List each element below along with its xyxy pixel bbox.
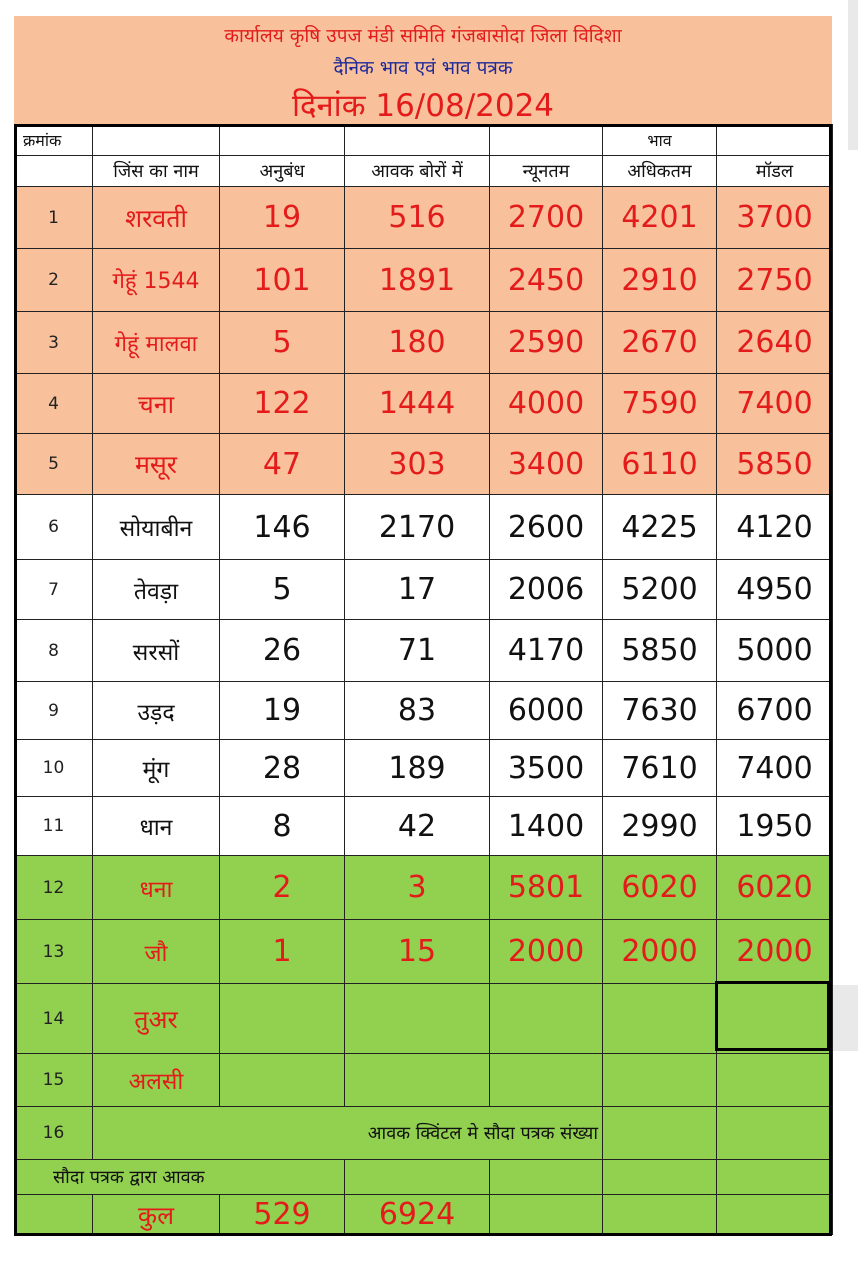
arrival-cell: 42	[345, 797, 490, 856]
max-cell: 5850	[603, 620, 717, 682]
serial-cell: 14	[15, 984, 93, 1054]
blank-cell	[717, 1054, 833, 1107]
arrival-cell: 15	[345, 920, 490, 984]
contract-cell: 146	[220, 495, 345, 560]
table-row	[15, 682, 833, 740]
modal-cell: 3700	[717, 187, 833, 249]
modal-cell: 5850	[717, 434, 833, 495]
min-cell: 2006	[490, 560, 603, 620]
table-row	[15, 1107, 833, 1160]
sheet-header	[14, 16, 832, 124]
table-row	[15, 984, 833, 1054]
serial-cell: 11	[15, 797, 93, 856]
serial-cell: 15	[15, 1054, 93, 1107]
modal-cell: 7400	[717, 740, 833, 797]
max-cell: 6020	[603, 856, 717, 920]
commodity-cell: मसूर	[93, 434, 220, 495]
table-row	[15, 249, 833, 312]
table-row	[15, 1160, 833, 1195]
commodity-cell: अलसी	[93, 1054, 220, 1107]
blank-cell	[717, 1160, 833, 1195]
blank-cell	[490, 125, 603, 156]
modal-cell: 4120	[717, 495, 833, 560]
max-cell: 6110	[603, 434, 717, 495]
arrival-cell: 180	[345, 312, 490, 374]
table-row	[15, 920, 833, 984]
blank-cell	[717, 1195, 833, 1235]
blank-cell	[490, 984, 603, 1054]
office-title: कार्यालय कृषि उपज मंडी समिति गंजबासोदा जिला विदिशा	[224, 25, 622, 47]
table-row	[15, 797, 833, 856]
commodity-cell: सरसों	[93, 620, 220, 682]
contract-cell: 101	[220, 249, 345, 312]
row16-label: आवक क्विंटल मे सौदा पत्रक संख्या	[93, 1107, 603, 1160]
serial-cell: 7	[15, 560, 93, 620]
modal-cell: 7400	[717, 374, 833, 434]
commodity-cell: गेहूं 1544	[93, 249, 220, 312]
max-cell: 4201	[603, 187, 717, 249]
blank-cell	[15, 156, 93, 187]
blank-cell	[490, 1160, 603, 1195]
min-cell: 3400	[490, 434, 603, 495]
blank-cell	[490, 1195, 603, 1235]
serial-cell: 2	[15, 249, 93, 312]
rate-sheet	[14, 16, 832, 1232]
min-cell: 2700	[490, 187, 603, 249]
table-row	[15, 374, 833, 434]
col-commodity: जिंस का नाम	[93, 156, 220, 187]
arrival-cell: 71	[345, 620, 490, 682]
selected-cell-highlight[interactable]	[715, 981, 830, 1051]
modal-cell: 5000	[717, 620, 833, 682]
modal-cell: 4950	[717, 560, 833, 620]
serial-cell: 16	[15, 1107, 93, 1160]
serial-cell: 10	[15, 740, 93, 797]
contract-cell: 19	[220, 682, 345, 740]
min-cell: 2000	[490, 920, 603, 984]
blank-cell	[603, 1160, 717, 1195]
max-cell: 2000	[603, 920, 717, 984]
total-row	[15, 1195, 833, 1235]
max-cell: 2990	[603, 797, 717, 856]
col-arrival-bags: आवक बोरों में	[345, 156, 490, 187]
arrival-cell: 83	[345, 682, 490, 740]
arrival-cell: 189	[345, 740, 490, 797]
arrival-cell: 2170	[345, 495, 490, 560]
footer-label: सौदा पत्रक द्वारा आवक	[15, 1160, 345, 1195]
arrival-cell: 17	[345, 560, 490, 620]
blank-cell	[490, 1054, 603, 1107]
max-cell: 7590	[603, 374, 717, 434]
blank-cell	[345, 1160, 490, 1195]
commodity-cell: शरवती	[93, 187, 220, 249]
contract-cell: 122	[220, 374, 345, 434]
contract-cell: 8	[220, 797, 345, 856]
modal-cell: 2640	[717, 312, 833, 374]
blank-cell	[603, 984, 717, 1054]
header-row	[15, 125, 833, 156]
max-cell: 2670	[603, 312, 717, 374]
serial-cell: 12	[15, 856, 93, 920]
serial-cell: 4	[15, 374, 93, 434]
sheet-date: दिनांक 16/08/2024	[291, 88, 555, 124]
commodity-cell: धान	[93, 797, 220, 856]
min-cell: 3500	[490, 740, 603, 797]
table-row	[15, 560, 833, 620]
contract-cell: 5	[220, 560, 345, 620]
blank-cell	[220, 984, 345, 1054]
min-cell: 1400	[490, 797, 603, 856]
blank-cell	[603, 1107, 717, 1160]
min-cell: 4170	[490, 620, 603, 682]
max-cell: 5200	[603, 560, 717, 620]
table-row	[15, 740, 833, 797]
table-row	[15, 495, 833, 560]
commodity-cell: चना	[93, 374, 220, 434]
blank-cell	[220, 1054, 345, 1107]
table-row	[15, 187, 833, 249]
modal-cell: 6700	[717, 682, 833, 740]
contract-cell: 47	[220, 434, 345, 495]
max-cell: 7610	[603, 740, 717, 797]
arrival-cell: 516	[345, 187, 490, 249]
edge-strip	[848, 0, 858, 150]
arrival-cell: 3	[345, 856, 490, 920]
total-contract: 529	[220, 1195, 345, 1235]
arrival-cell: 1891	[345, 249, 490, 312]
contract-cell: 19	[220, 187, 345, 249]
blank-cell	[345, 1054, 490, 1107]
sheet-subtitle: दैनिक भाव एवं भाव पत्रक	[333, 57, 513, 79]
min-cell: 2590	[490, 312, 603, 374]
total-arrival: 6924	[345, 1195, 490, 1235]
edge-strip	[832, 985, 858, 1051]
serial-cell: 13	[15, 920, 93, 984]
modal-cell: 2750	[717, 249, 833, 312]
total-label: कुल	[93, 1195, 220, 1235]
blank-cell	[345, 125, 490, 156]
table-row	[15, 312, 833, 374]
col-contract: अनुबंध	[220, 156, 345, 187]
commodity-cell: सोयाबीन	[93, 495, 220, 560]
contract-cell: 2	[220, 856, 345, 920]
blank-cell	[15, 1195, 93, 1235]
header-row	[15, 156, 833, 187]
arrival-cell: 303	[345, 434, 490, 495]
blank-cell	[220, 125, 345, 156]
modal-cell: 2000	[717, 920, 833, 984]
serial-cell: 6	[15, 495, 93, 560]
table-row	[15, 434, 833, 495]
min-cell: 5801	[490, 856, 603, 920]
serial-cell: 5	[15, 434, 93, 495]
table-row	[15, 620, 833, 682]
commodity-cell: जौ	[93, 920, 220, 984]
modal-cell: 6020	[717, 856, 833, 920]
min-cell: 2450	[490, 249, 603, 312]
commodity-cell: धना	[93, 856, 220, 920]
contract-cell: 28	[220, 740, 345, 797]
modal-cell: 1950	[717, 797, 833, 856]
contract-cell: 26	[220, 620, 345, 682]
blank-cell	[603, 1054, 717, 1107]
commodity-cell: उड़द	[93, 682, 220, 740]
max-cell: 7630	[603, 682, 717, 740]
min-cell: 6000	[490, 682, 603, 740]
col-max: अधिकतम	[603, 156, 717, 187]
blank-cell	[93, 125, 220, 156]
price-table	[14, 124, 833, 1235]
contract-cell: 5	[220, 312, 345, 374]
min-cell: 4000	[490, 374, 603, 434]
max-cell: 4225	[603, 495, 717, 560]
blank-cell	[717, 125, 833, 156]
col-serial: क्रमांक	[15, 125, 93, 156]
serial-cell: 8	[15, 620, 93, 682]
min-cell: 2600	[490, 495, 603, 560]
col-min: न्यूनतम	[490, 156, 603, 187]
col-price-group: भाव	[603, 125, 717, 156]
table-row	[15, 1054, 833, 1107]
blank-cell	[603, 1195, 717, 1235]
max-cell: 2910	[603, 249, 717, 312]
serial-cell: 1	[15, 187, 93, 249]
commodity-cell: तुअर	[93, 984, 220, 1054]
commodity-cell: मूंग	[93, 740, 220, 797]
table-row	[15, 856, 833, 920]
commodity-cell: गेहूं मालवा	[93, 312, 220, 374]
col-modal: मॉडल	[717, 156, 833, 187]
blank-cell	[717, 1107, 833, 1160]
commodity-cell: तेवड़ा	[93, 560, 220, 620]
serial-cell: 9	[15, 682, 93, 740]
blank-cell	[345, 984, 490, 1054]
arrival-cell: 1444	[345, 374, 490, 434]
contract-cell: 1	[220, 920, 345, 984]
serial-cell: 3	[15, 312, 93, 374]
